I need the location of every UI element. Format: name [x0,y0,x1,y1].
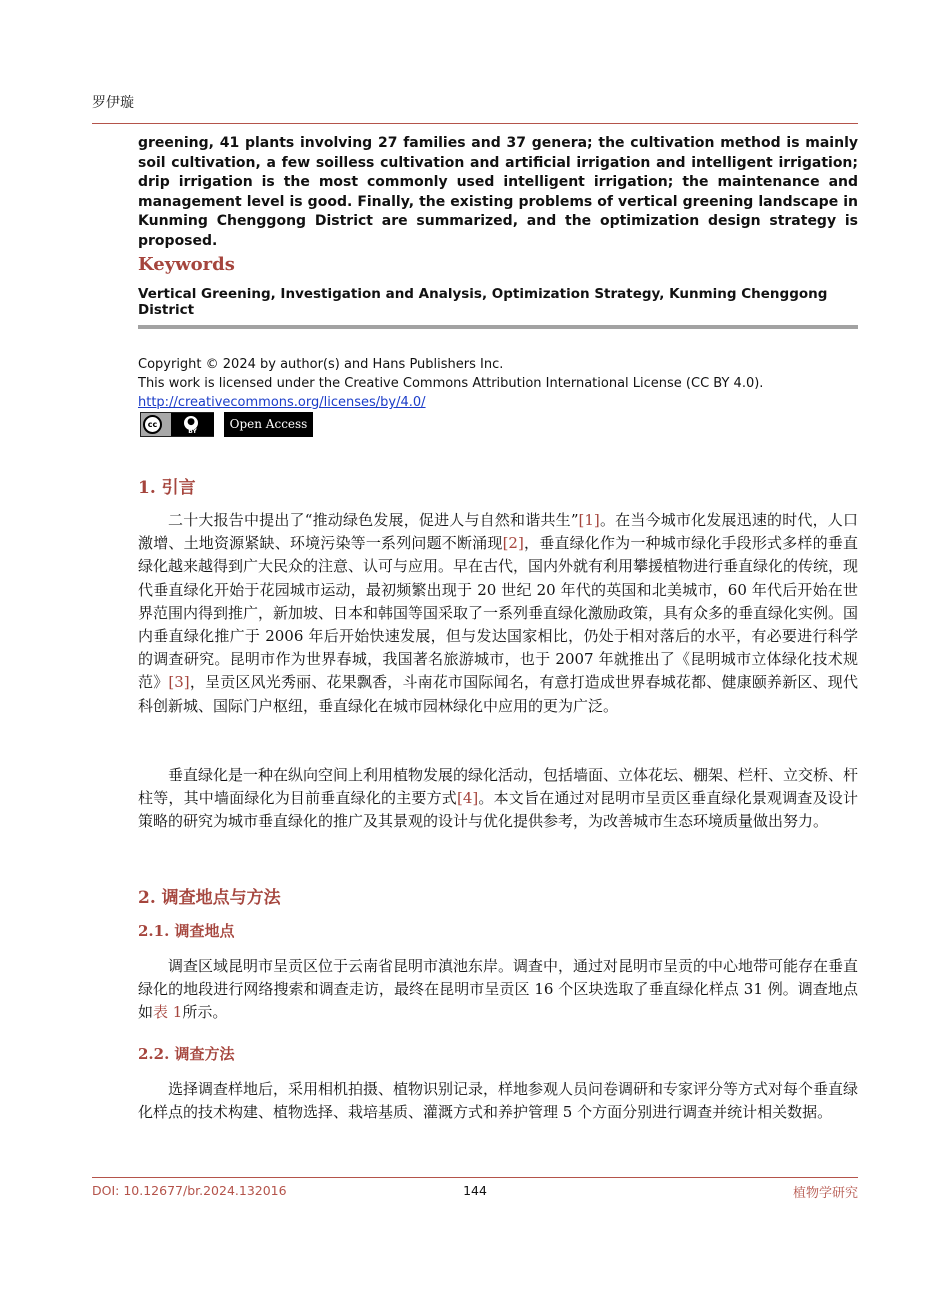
attribution-person-icon: ● [183,415,199,431]
section-2-2-heading: 2.2. 调查方法 [138,1045,235,1063]
cc-by-badge[interactable] [140,412,214,437]
cc-icon: cc [143,415,162,434]
copyright-block [138,355,763,412]
copyright-line: Copyright © 2024 by author(s) and Hans Publishers Inc. [138,357,504,372]
running-header-author: 罗伊璇 [92,95,134,111]
footer-journal-name: 植物学研究 [792,1186,858,1201]
footer-rule [92,1177,858,1178]
section-2-heading: 2. 调查地点与方法 [138,888,281,908]
footer-doi[interactable]: DOI: 10.12677/br.2024.132016 [92,1183,287,1198]
footer-page-number: 144 [463,1183,487,1198]
section-divider [138,325,858,329]
by-label: BY [188,428,197,435]
intro-paragraph-1: 二十大报告中提出了“推动绿色发展，促进人与自然和谐共生”[1]。在当今城市化发展迅速的时代，人口激增、土地资源紧缺、环境污染等一系列问题不断涌现[2]，垂直绿化作为一种城市绿化手段形式多样的垂直绿化越来越得到广大民众的注意、认可与应用。早在古代，国内外就有利用攀援植物进行垂直绿化的传统，现代垂直绿化开始于花园城市运动，最初频繁出现于 20 世纪 20 年代的英国和北美城市，60 年代后开始在世界范围内得到推广，新加坡、日本和韩国等国采取了一系列垂直绿化激励政策，具有众多的垂直绿化实例。国内垂直绿化推广于 2006 年后开始快速发展，但与发达国家相比，仍处于相对落后的水平，有必要进行科学的调查研究。昆明市作为世界春城，我国著名旅游城市，也于 2007 年就推出了《昆明城市立体绿化技术规范》[3]，呈贡区风光秀丽、花果飘香，斗南花市国际闻名，有意打造成世界春城花都、健康颐养新区、现代科创新城、国际门户枢纽，垂直绿化在城市园林绿化中应用的更为广泛。 [138,511,859,715]
header-rule [92,123,858,124]
by-panel [171,413,214,436]
citation-ref-1[interactable]: [1] [578,511,600,529]
section-1-heading: 1. 引言 [138,478,196,498]
table-1-ref[interactable]: 表 1 [153,1003,183,1022]
citation-ref-3[interactable]: [3] [168,673,190,692]
license-link[interactable]: http://creativecommons.org/licenses/by/4.0/ [138,395,426,410]
keywords-text: Vertical Greening, Investigation and Analysis, Optimization Strategy, Kunming Chenggong District [138,286,828,318]
section-2-1-heading: 2.1. 调查地点 [138,922,235,940]
citation-ref-2[interactable]: [2] [502,534,524,553]
license-line: This work is licensed under the Creative Commons Attribution International License (CC BY 4.0). [138,376,764,391]
intro-paragraph-2: 垂直绿化是一种在纵向空间上利用植物发展的绿化活动，包括墙面、立体花坛、棚架、栏杆、立交桥、杆柱等，其中墙面绿化为目前垂直绿化的主要方式[4]。本文旨在通过对昆明市呈贡区垂直绿化景观调查及设计策略的研究为城市垂直绿化的推广及其景观的设计与优化提供参考，为改善城市生态环境质量做出努力。 [138,766,859,831]
survey-method-paragraph: 选择调查样地后，采用相机拍摄、植物识别记录，样地参观人员问卷调研和专家评分等方式对每个垂直绿化样点的技术构建、植物选择、栽培基质、灌溉方式和养护管理 5 个方面分别进行调查并统计相关数据。 [138,1080,859,1122]
abstract-text: greening, 41 plants involving 27 families and 37 genera; the cultivation method is mainly soil cultivation, a few soilless cultivation and artificial irrigation and intelligent irrigation; drip irrigation is the most commonly used intelligent irrigation; the maintenance and management level is good. Finally, the existing problems of vertical greening landscape in Kunming Chenggong District are summarized, and the optimization design strategy is proposed. [138,135,858,249]
citation-ref-4[interactable]: [4] [456,789,479,808]
keywords-heading: Keywords [138,254,235,275]
open-access-badge[interactable]: Open Access [224,412,313,437]
survey-location-paragraph: 调查区域昆明市呈贡区位于云南省昆明市滇池东岸。调查中，通过对昆明市呈贡的中心地带可能存在垂直绿化的地段进行网络搜索和调查走访，最终在昆明市呈贡区 16 个区块选取了垂直绿化样点 31 例。调查地点如表 1所示。 [138,957,859,1022]
